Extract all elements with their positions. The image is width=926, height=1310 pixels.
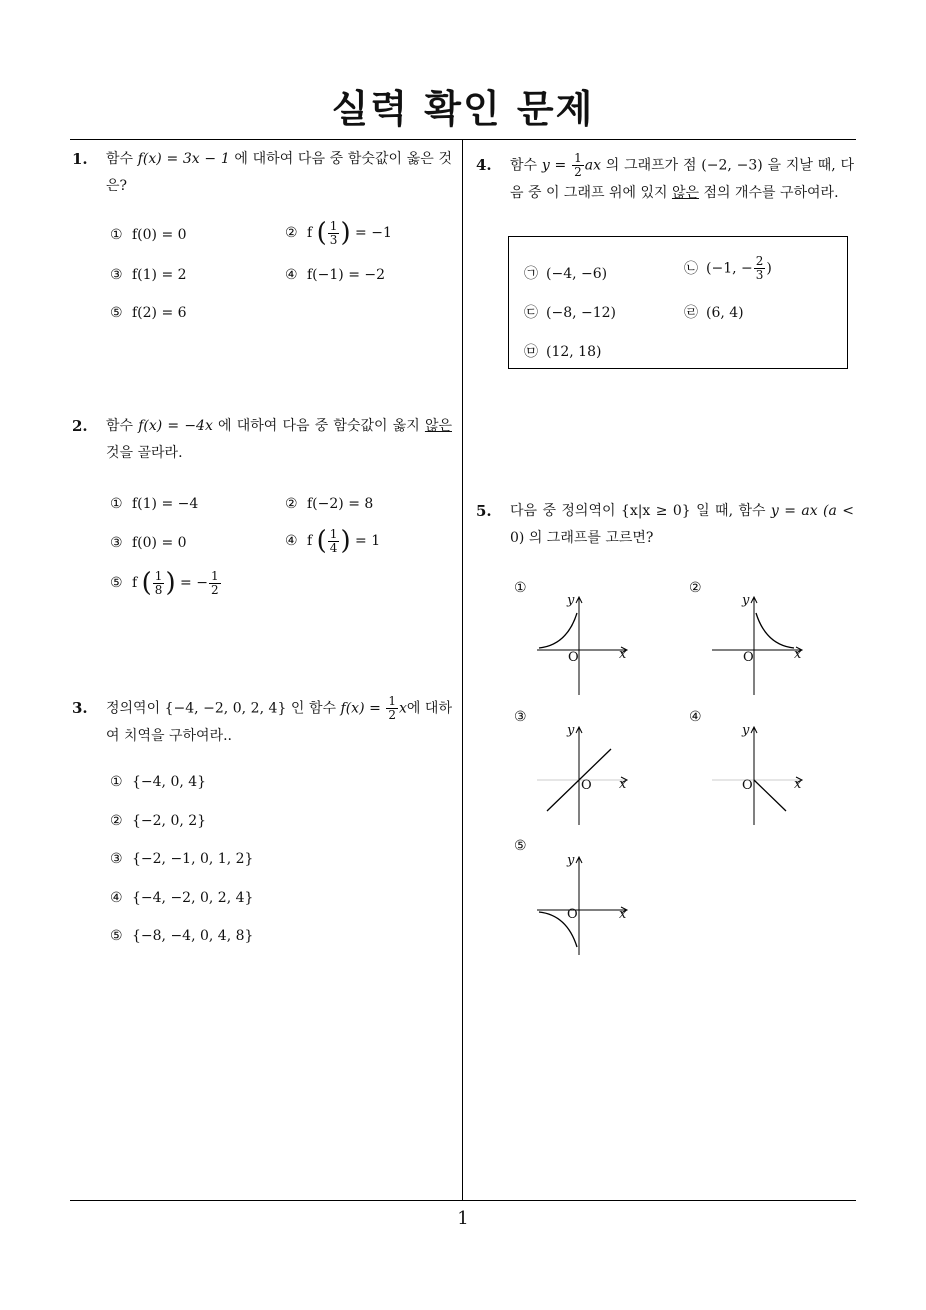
choice-text: f(0) = 0 bbox=[132, 535, 187, 551]
origin-label: O bbox=[743, 650, 754, 665]
x-axis-label: x bbox=[619, 907, 627, 922]
question-text-part: 다음 중 정의역이 {x|x ≥ 0} 일 때, 함수 bbox=[510, 503, 771, 519]
choice-text: = − bbox=[180, 575, 208, 591]
question-text-part: 함수 bbox=[510, 157, 542, 174]
point-option-5 bbox=[524, 341, 601, 361]
math-expression: y = ax (a < bbox=[770, 503, 854, 519]
choice-symbol: ② bbox=[285, 225, 298, 241]
underlined-text: 않은 bbox=[671, 184, 700, 201]
choice-3[interactable] bbox=[110, 535, 187, 551]
graph-choice-3[interactable] bbox=[531, 725, 641, 835]
math-expression: f(x) = −4x bbox=[138, 418, 213, 434]
graph-5-svg bbox=[531, 855, 631, 955]
origin-label: O bbox=[742, 778, 753, 793]
choice-symbol: ④ bbox=[285, 267, 298, 283]
x-axis-label: x bbox=[619, 647, 627, 662]
fraction-numerator: 1 bbox=[574, 151, 582, 165]
choice-symbol: ④ bbox=[110, 890, 123, 906]
choice-text: (−1, − bbox=[706, 260, 753, 277]
graph-choice-label-4[interactable]: ④ bbox=[689, 709, 702, 725]
x-axis-label: x bbox=[619, 777, 627, 792]
choice-3[interactable] bbox=[110, 267, 187, 283]
choice-text: = −1 bbox=[355, 225, 392, 241]
question-text bbox=[106, 413, 452, 467]
choice-symbol: ⑤ bbox=[110, 928, 123, 944]
choice-text: {−2, −1, 0, 1, 2} bbox=[132, 851, 254, 867]
choice-symbol: ㉣ bbox=[684, 305, 698, 321]
fraction bbox=[386, 695, 398, 722]
choice-text: f(1) = −4 bbox=[132, 496, 199, 512]
origin-label: O bbox=[581, 778, 592, 793]
point-option-2 bbox=[684, 255, 772, 282]
graph-choice-label-2[interactable]: ② bbox=[689, 580, 702, 596]
header-rule bbox=[70, 139, 856, 140]
choice-1[interactable] bbox=[110, 496, 198, 512]
choice-symbol: ③ bbox=[110, 851, 123, 867]
fraction-numerator: 1 bbox=[210, 568, 219, 583]
choice-symbol: ⑤ bbox=[110, 305, 123, 321]
choice-symbol: ㉢ bbox=[524, 305, 538, 321]
fraction-denominator: 3 bbox=[329, 232, 338, 247]
choice-text: (6, 4) bbox=[706, 305, 744, 321]
question-number: 3. bbox=[72, 699, 88, 717]
math-expression: y = bbox=[541, 157, 572, 174]
choice-text: (−8, −12) bbox=[546, 305, 617, 321]
fraction-numerator: 2 bbox=[755, 254, 764, 268]
choice-text: f(0) = 0 bbox=[132, 227, 187, 243]
point-option-4 bbox=[684, 302, 744, 322]
question-text-part: 에 대하여 다음 중 함숫값이 옳지 bbox=[212, 418, 425, 434]
choice-text: f(2) = 6 bbox=[132, 305, 187, 321]
origin-label: O bbox=[567, 907, 578, 922]
choice-2[interactable] bbox=[110, 813, 206, 829]
choice-text: ) bbox=[766, 260, 772, 277]
fraction-denominator: 3 bbox=[755, 268, 764, 282]
question-number: 2. bbox=[72, 417, 88, 435]
choice-text: = 1 bbox=[355, 533, 381, 549]
choice-2[interactable] bbox=[285, 496, 373, 512]
fraction-denominator: 2 bbox=[388, 708, 396, 722]
origin-label: O bbox=[568, 650, 579, 665]
graph-choice-label-1[interactable]: ① bbox=[514, 580, 527, 596]
question-text-part: 에 대하여 다음 중 함숫값이 옳은 것은? bbox=[106, 151, 452, 194]
choice-text: (−4, −6) bbox=[546, 266, 608, 282]
graph-choice-2[interactable] bbox=[706, 595, 816, 705]
footer-rule bbox=[70, 1200, 856, 1201]
question-number: 1. bbox=[72, 150, 88, 168]
question-text bbox=[106, 146, 452, 200]
choice-5[interactable] bbox=[110, 305, 187, 321]
fraction-numerator: 1 bbox=[329, 526, 338, 541]
question-text bbox=[510, 498, 854, 552]
math-expression: x bbox=[398, 700, 407, 717]
choice-symbol: ① bbox=[110, 774, 123, 790]
choice-5[interactable]: ⑤ f ( $\frac{1}{8}$ ) = − $\frac{1}{2}$ bbox=[110, 568, 219, 598]
graph-choice-1[interactable] bbox=[531, 595, 641, 705]
choice-symbol: ㉡ bbox=[684, 260, 698, 277]
fraction bbox=[572, 152, 584, 179]
choice-symbol: ① bbox=[110, 227, 123, 243]
graph-choice-label-5[interactable]: ⑤ bbox=[514, 838, 527, 854]
math-expression: ax bbox=[584, 157, 601, 174]
choice-4[interactable] bbox=[110, 890, 253, 906]
choice-text: f(−1) = −2 bbox=[307, 267, 386, 283]
column-divider bbox=[462, 139, 463, 1200]
question-text-part: 에 대하여 치역을 구하여라.. bbox=[106, 700, 452, 744]
graph-choice-label-3[interactable]: ③ bbox=[514, 709, 527, 725]
fraction-numerator: 1 bbox=[154, 568, 163, 583]
question-number: 5. bbox=[476, 502, 492, 520]
choice-text: (12, 18) bbox=[546, 344, 602, 360]
choice-5[interactable] bbox=[110, 928, 253, 944]
math-expression: f(x) = bbox=[340, 700, 386, 717]
choice-symbol: ① bbox=[110, 496, 123, 512]
choice-symbol: ② bbox=[285, 496, 298, 512]
choice-text: f bbox=[307, 225, 313, 241]
graph-choice-5[interactable] bbox=[531, 855, 641, 965]
choice-text: f bbox=[132, 575, 138, 591]
fraction-numerator: 1 bbox=[329, 218, 338, 233]
choice-text: {−4, 0, 4} bbox=[132, 774, 207, 790]
y-axis-label: y bbox=[567, 723, 575, 738]
choice-2[interactable]: ② f ( $\frac{1}{3}$ ) = −1 bbox=[285, 218, 392, 248]
y-axis-label: y bbox=[742, 723, 750, 738]
choice-symbol: ② bbox=[110, 813, 123, 829]
choice-symbol: ③ bbox=[110, 267, 123, 283]
question-text bbox=[106, 695, 452, 750]
fraction bbox=[328, 528, 340, 555]
fraction-denominator: 2 bbox=[210, 582, 219, 597]
y-axis-label: y bbox=[567, 853, 575, 868]
graph-4-svg bbox=[706, 725, 806, 825]
fraction bbox=[328, 220, 340, 247]
choice-text: f(1) = 2 bbox=[132, 267, 187, 283]
choice-text: {−8, −4, 0, 4, 8} bbox=[132, 928, 254, 944]
fraction-denominator: 4 bbox=[329, 540, 338, 555]
question-text-part: 의 그래프가 점 (−2, −3) 을 지날 때, 다음 중 이 그래프 위에 있지 bbox=[510, 157, 854, 201]
question-text bbox=[510, 152, 854, 207]
x-axis-label: x bbox=[794, 777, 802, 792]
choice-3[interactable] bbox=[110, 851, 253, 867]
question-text-part: 정의역이 {−4, −2, 0, 2, 4} 인 함수 bbox=[106, 700, 341, 717]
choice-symbol: ③ bbox=[110, 535, 123, 551]
fraction bbox=[754, 255, 766, 282]
question-text-part: 0) 의 그래프를 고르면? bbox=[510, 530, 654, 546]
page-title: 실력 확인 문제 bbox=[331, 87, 595, 131]
y-axis-label: y bbox=[742, 593, 750, 608]
choice-text: {−4, −2, 0, 2, 4} bbox=[132, 890, 254, 906]
choice-4[interactable] bbox=[285, 267, 385, 283]
question-text-part: 것을 골라라. bbox=[106, 445, 183, 461]
y-axis-label: y bbox=[567, 593, 575, 608]
fraction bbox=[209, 570, 221, 597]
question-text-part: 함수 bbox=[106, 418, 139, 434]
graph-2-svg bbox=[706, 595, 806, 695]
choice-1[interactable] bbox=[110, 227, 187, 243]
x-axis-label: x bbox=[794, 647, 802, 662]
choice-text: f(−2) = 8 bbox=[307, 496, 374, 512]
question-number: 4. bbox=[476, 156, 492, 174]
fraction-denominator: 8 bbox=[154, 582, 163, 597]
choice-text: {−2, 0, 2} bbox=[132, 813, 207, 829]
fraction-numerator: 1 bbox=[388, 694, 396, 708]
choice-symbol: ㉤ bbox=[524, 344, 538, 360]
choice-symbol: ㉠ bbox=[524, 266, 538, 282]
choice-4[interactable]: ④ f ( $\frac{1}{4}$ ) = 1 bbox=[285, 526, 381, 556]
graph-3-svg bbox=[531, 725, 631, 825]
graph-1-svg bbox=[531, 595, 631, 695]
math-expression: f(x) = 3x − 1 bbox=[137, 151, 230, 167]
question-text-part: 함수 bbox=[106, 151, 138, 167]
point-option-1 bbox=[524, 263, 607, 283]
choice-symbol: ⑤ bbox=[110, 575, 123, 591]
fraction bbox=[153, 570, 165, 597]
page-number: 1 bbox=[457, 1208, 469, 1229]
fraction-denominator: 2 bbox=[574, 165, 582, 179]
choice-text: f bbox=[307, 533, 313, 549]
point-option-3 bbox=[524, 302, 616, 322]
graph-choice-4[interactable] bbox=[706, 725, 816, 835]
choice-symbol: ④ bbox=[285, 533, 298, 549]
choice-1[interactable] bbox=[110, 774, 206, 790]
question-text-part: 점의 개수를 구하여라. bbox=[699, 184, 839, 201]
underlined-text: 않은 bbox=[424, 418, 452, 434]
